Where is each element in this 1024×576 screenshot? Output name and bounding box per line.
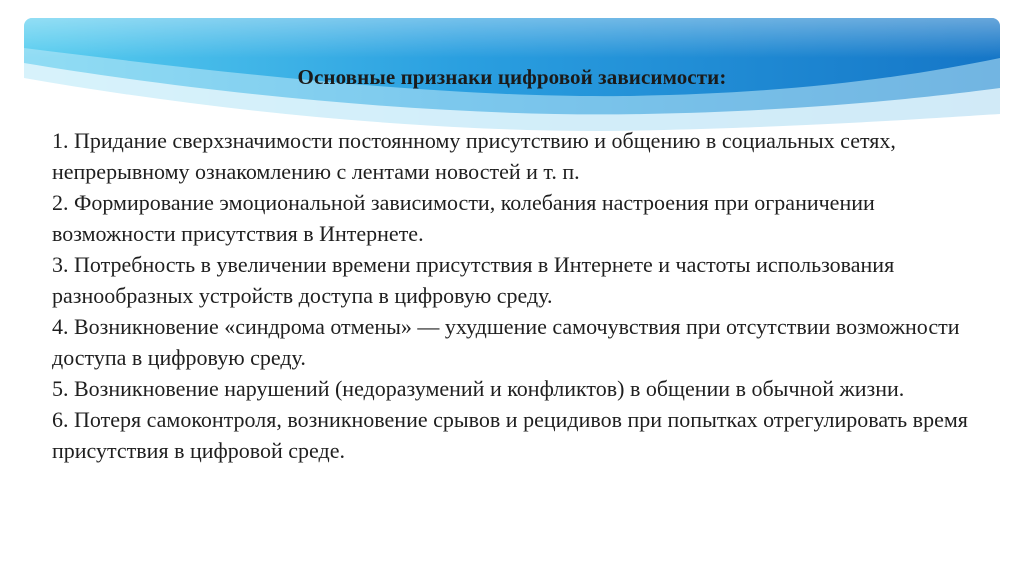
list-item: 4. Возникновение «синдрома отмены» — ухудшение самочувствия при отсутствии возможности доступа в цифровую среду. — [52, 314, 960, 370]
list-item: 2. Формирование эмоциональной зависимости, колебания настроения при ограничении возможности присутствия в Интернете. — [52, 190, 875, 246]
list-item: 1. Придание сверхзначимости постоянному присутствию и общению в социальных сетях, непрерывному ознакомлению с лентами новостей и т. п. — [52, 128, 896, 184]
criteria-list — [52, 125, 982, 466]
list-item: 5. Возникновение нарушений (недоразумений и конфликтов) в общении в обычной жизни. — [52, 376, 905, 401]
list-item: 3. Потребность в увеличении времени присутствия в Интернете и частоты использования разнообразных устройств доступа в цифровую среду. — [52, 252, 895, 308]
list-item: 6. Потеря самоконтроля, возникновение срывов и рецидивов при попытках отрегулировать время присутствия в цифровой среде. — [52, 407, 968, 463]
slide-title: Основные признаки цифровой зависимости: — [297, 65, 727, 89]
